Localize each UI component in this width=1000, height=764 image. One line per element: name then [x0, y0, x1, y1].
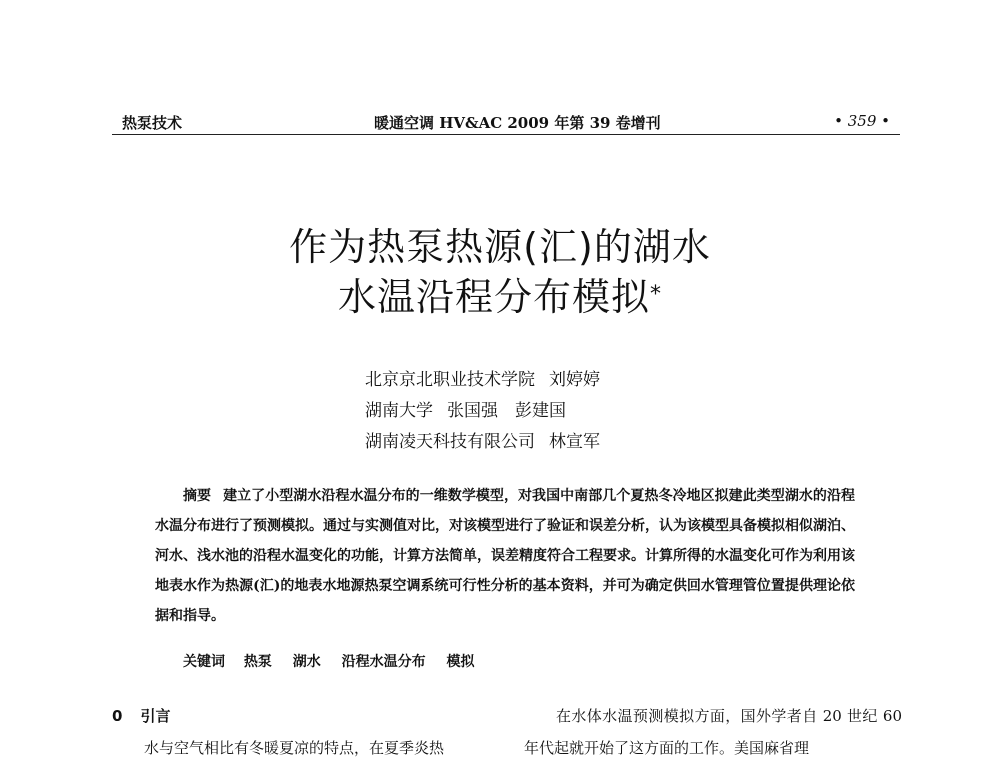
article-title	[150, 222, 850, 322]
body-column-right	[524, 700, 902, 764]
title-line-2: 水温沿程分布模拟*	[337, 275, 662, 319]
author-entry	[365, 396, 765, 427]
body-column-left	[112, 700, 502, 764]
running-header	[112, 108, 902, 134]
author-entry	[365, 365, 765, 396]
body-paragraph: 水与空气相比有冬暖夏凉的特点，在夏季炎热	[144, 739, 445, 757]
keyword-item: 沿程水温分布	[341, 654, 426, 670]
author-names: 刘婷婷	[549, 370, 600, 390]
keyword-item: 湖水	[292, 654, 321, 670]
header-journal-info: 暖通空调 HV&AC 2009 年第 39 卷增刊	[374, 114, 661, 132]
keywords	[183, 651, 883, 671]
author-names: 张国强 彭建国	[447, 401, 566, 421]
title-footnote-mark: *	[650, 282, 662, 307]
abstract	[155, 481, 855, 631]
section-number: 0	[112, 707, 123, 725]
abstract-label: 摘要	[183, 488, 212, 504]
author-affiliation: 湖南大学	[365, 401, 433, 421]
author-entry	[365, 427, 765, 458]
author-affiliation: 湖南凌天科技有限公司	[365, 432, 535, 452]
title-line-1: 作为热泵热源(汇)的湖水	[289, 225, 711, 269]
keyword-item: 模拟	[446, 654, 475, 670]
keyword-item: 热泵	[243, 654, 272, 670]
keywords-label: 关键词	[183, 654, 225, 670]
author-list	[365, 365, 765, 458]
header-section-label: 热泵技术	[122, 114, 183, 132]
author-names: 林宣军	[549, 432, 600, 452]
section-title: 引言	[140, 707, 171, 725]
section-heading	[112, 700, 502, 732]
body-paragraph: 在水体水温预测模拟方面，国外学者自 20 世纪 60 年代起就开始了这方面的工作。美国麻省理	[524, 707, 902, 757]
abstract-text: 建立了小型湖水沿程水温分布的一维数学模型，对我国中南部几个夏热冬冷地区拟建此类型湖水的沿程水温分布进行了预测模拟。通过与实测值对比，对该模型进行了验证和误差分析，认为该模型具备模拟相似湖泊、河水、浅水池的沿程水温变化的功能，计算方法简单，误差精度符合工程要求。计算所得的水温变化可作为利用该地表水作为热源(汇)的地表水地源热泵空调系统可行性分析的基本资料，并可为确定供回水管理管位置提供理论依据和指导。	[155, 488, 856, 624]
author-affiliation: 北京京北职业技术学院	[365, 370, 535, 390]
header-rule	[112, 134, 900, 135]
header-page-number: • 359 •	[834, 112, 890, 130]
